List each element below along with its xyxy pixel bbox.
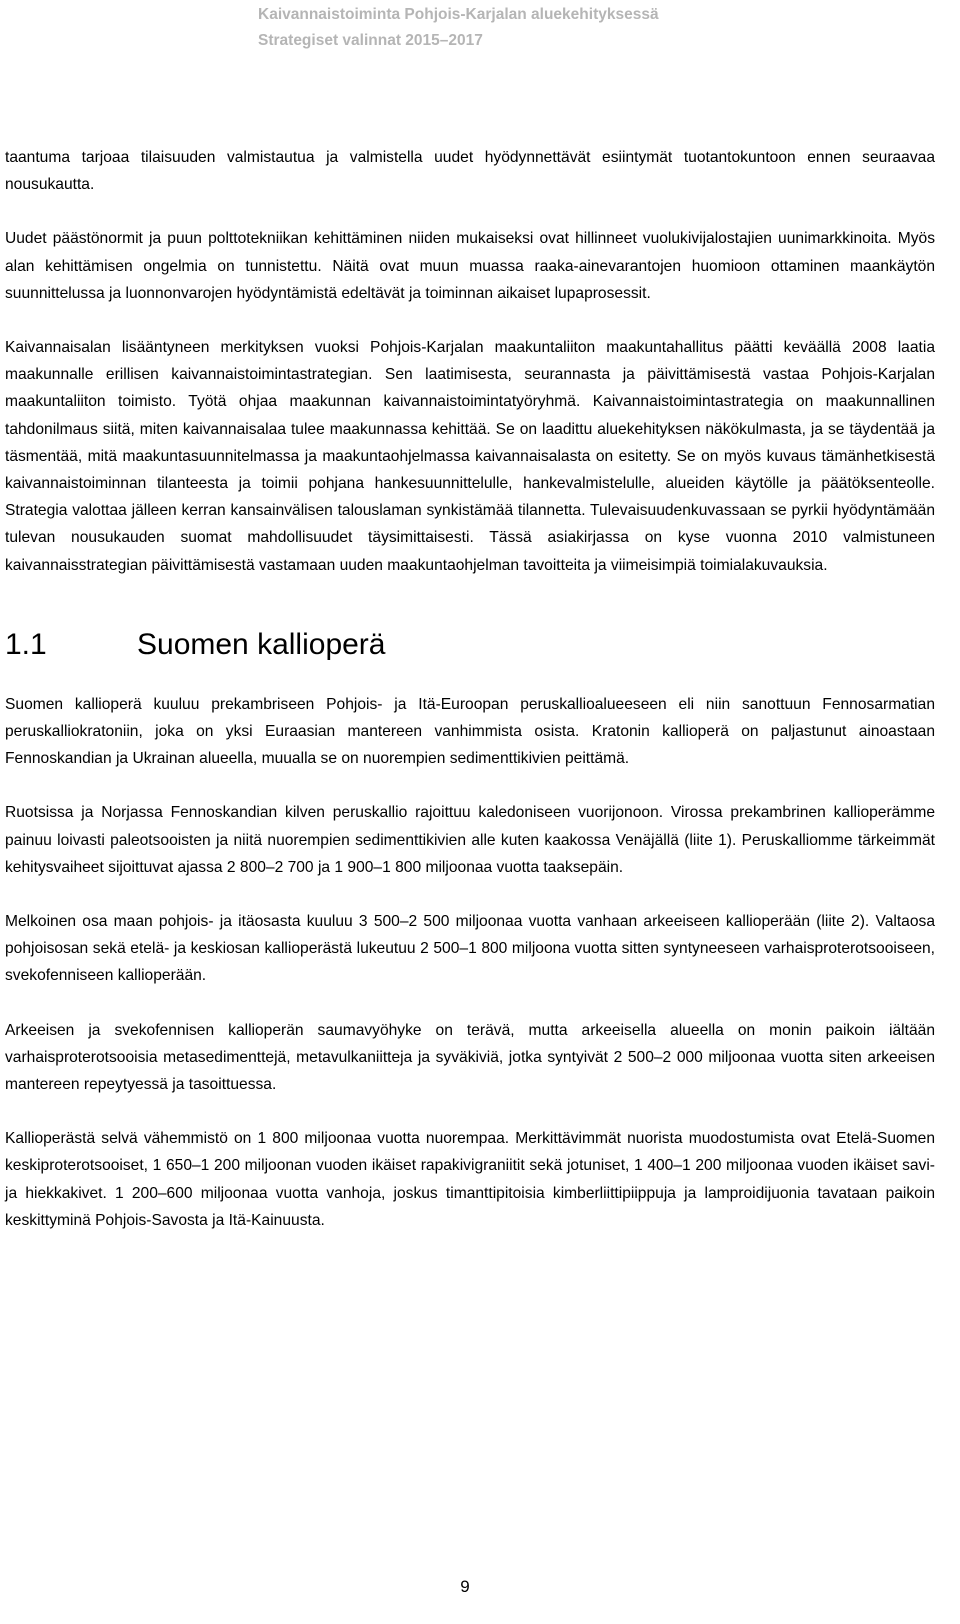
paragraph: Ruotsissa ja Norjassa Fennoskandian kilven peruskallio rajoittuu kaledoniseen vuorijonoon. Virossa prekambrinen kallioperämme painuu loivasti paleotsooisten ja niitä nuorempien sedimenttikivien alle kuten kaakossa Venäjällä (liite 1). Peruskalliomme tärkeimmät kehitysvaiheet sijoittuvat ajassa 2 800–2 700 ja 1 900–1 800 miljoonaa vuotta taaksepäin. <box>5 804 935 876</box>
page-content <box>5 144 935 1261</box>
paragraph: Suomen kallioperä kuuluu prekambriseen Pohjois- ja Itä-Euroopan peruskallioalueeseen eli niin sanottuun Fennosarmatian peruskalliokratoniin, joka on yksi Euraasian mantereen vanhimmista osista. Kratonin kallioperä on paljastunut ainoastaan Fennoskandian ja Ukrainan alueella, muualla se on nuorempien sedimenttikivien peittämä. <box>5 695 935 768</box>
running-header <box>258 0 918 51</box>
page-number: 9 <box>460 1577 470 1596</box>
page-number-footer <box>0 1577 930 1597</box>
section-title: Suomen kallioperä <box>137 627 386 661</box>
section-number: 1.1 <box>5 627 47 661</box>
paragraph: Kaivannaisalan lisääntyneen merkityksen vuoksi Pohjois-Karjalan maakuntaliiton maakuntahallitus päätti keväällä 2008 laatia maakunnalle erillisen kaivannaistoimintastrategian. Sen laatimisesta, seurannasta ja päivittämisestä vastaa Pohjois-Karjalan maakuntaliiton toimisto. Työtä ohjaa maakunnan kaivannaistoimintatyöryhmä. Kaivannaistoimintastrategia on maakunnallinen tahdonilmaus siitä, miten kaivannaisalaa tulee maakunnassa kehittää. Se on laadittu aluekehityksen näkökulmasta, ja se täydentää ja täsmentää, mitä maakuntasuunnitelmassa ja maakuntaohjelmassa kaivannaisalasta on esitetty. Se on myös kuvaus tämänhetkisestä kaivannaistoiminnan tilanteesta ja toimii pohjana hankesuunnittelulle, hankevalmistelulle, alueiden käytölle ja päätöksenteolle. Strategia valottaa jälleen kerran kansainvälisen talouslaman synkistämää tilannetta. Tulevaisuudenkuvassaan se pyrkii hyödyntämään tulevan nousukauden suomat mahdollisuudet täysimittaisesti. Tässä asiakirjassa on kyse vuonna 2010 valmistuneen kaivannaisstrategian päivittämisestä vastamaan uuden maakuntaohjelman tavoitteita ja viimeisimpiä toimialakuvauksia. <box>5 339 935 574</box>
paragraph: Uudet päästönormit ja puun polttotekniikan kehittäminen niiden mukaiseksi ovat hillinneet vuolukivijalostajien uunimarkkinoita. Myös alan kehittämisen ongelmia on tunnistettu. Näitä ovat muun muassa raaka-ainevarantojen huomioon ottaminen maankäytön suunnittelussa ja luonnonvarojen hyödyntämistä edeltävät ja toiminnan aikaiset lupaprosessit. <box>5 230 935 302</box>
paragraph: Melkoinen osa maan pohjois- ja itäosasta kuuluu 3 500–2 500 miljoonaa vuotta vanhaan arkeeiseen kallioperään (liite 2). Valtaosa pohjoisosan sekä etelä- ja keskiosan kallioperästä lukeutuu 2 500–1 800 miljoona vuotta sitten syntyneeseen varhaisproterotsooiseen, svekofenniseen kallioperään. <box>5 913 935 985</box>
document-subtitle: Strategiset valinnat 2015–2017 <box>258 32 483 49</box>
paragraph: Kallioperästä selvä vähemmistö on 1 800 miljoonaa vuotta nuorempaa. Merkittävimmät nuorista muodostumista ovat Etelä-Suomen keskiproterotsooiset, 1 650–1 200 miljoonan vuoden ikäiset rapakivigraniitit sekä jotuniset, 1 400–1 200 miljoonaa vuoden ikäiset savi- ja hiekkakivet. 1 200–600 miljoonaa vuotta vanhoja, joskus timanttipitoisia kimberliittipiippuja ja lamproidijuonia tavataan paikoin keskittyminä Pohjois-Savosta ja Itä-Kainuusta. <box>5 1130 935 1229</box>
document-title: Kaivannaistoiminta Pohjois-Karjalan aluekehityksessä <box>258 6 659 23</box>
section-heading <box>5 627 935 663</box>
paragraph: Arkeeisen ja svekofennisen kallioperän saumavyöhyke on terävä, mutta arkeeisella alueella on monin paikoin iältään varhaisproterotsooisia metasedimenttejä, metavulkaniitteja ja syväkiviä, jotka syntyivät 2 500–2 000 miljoonaa vuotta siten arkeeisen mantereen repeytyessä ja tasoittuessa. <box>5 1021 935 1094</box>
paragraph: taantuma tarjoaa tilaisuuden valmistautua ja valmistella uudet hyödynnettävät esiintymät tuotantokuntoon ennen seuraavaa nousukautta. <box>5 149 935 194</box>
